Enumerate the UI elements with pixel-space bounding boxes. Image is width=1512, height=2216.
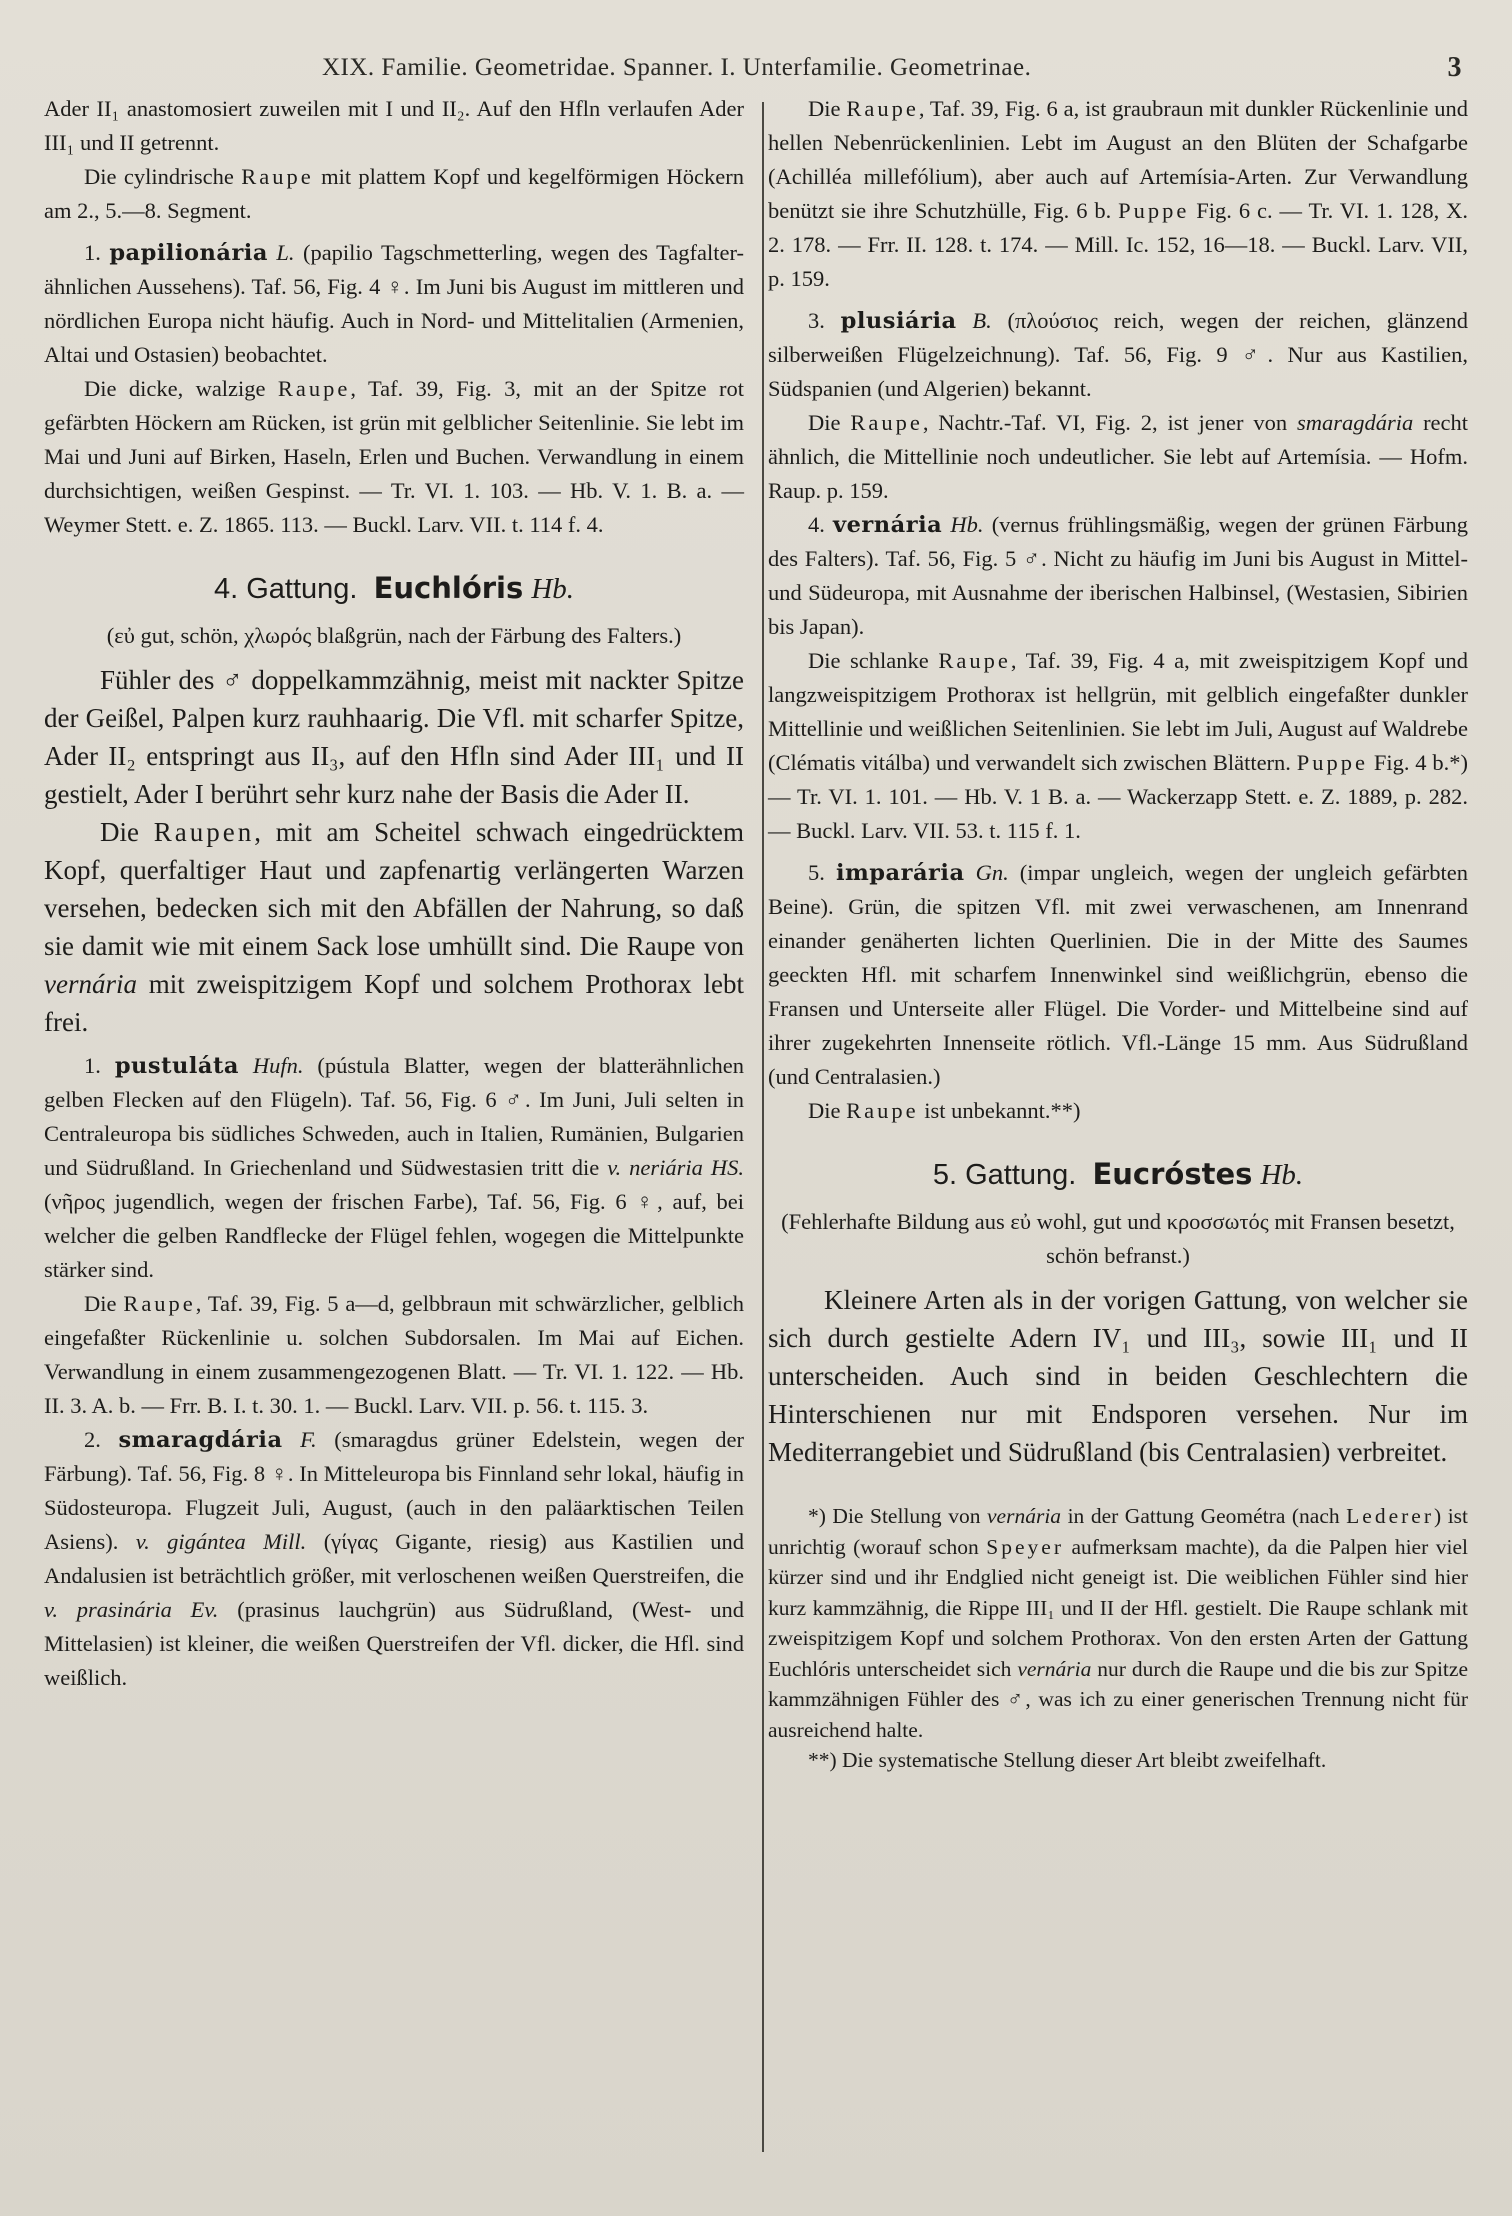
species-number: 1. bbox=[84, 1053, 101, 1078]
species-author: F. bbox=[300, 1427, 317, 1452]
variety-name: v. gigántea Mill. bbox=[135, 1529, 307, 1554]
spaced-word: Raupe bbox=[846, 96, 919, 121]
genus-author: Hb. bbox=[1260, 1159, 1304, 1191]
column-divider bbox=[762, 102, 764, 2152]
larva-impararia bbox=[768, 1094, 1468, 1128]
text: mit plattem Kopf und kegelförmigen Höckern am 2., 5.—8. Segment. bbox=[44, 164, 745, 223]
species-number: 5. bbox=[808, 860, 825, 885]
italic-name: vernária bbox=[987, 1504, 1062, 1528]
species-imparaira bbox=[768, 856, 1468, 1094]
spaced-word: Raupe bbox=[123, 1291, 196, 1316]
text: , Nachtr.-Taf. VI, Fig. 2, ist jener von bbox=[922, 410, 1288, 435]
text: , mit am Scheitel schwach eingedrücktem Kopf, querfaltiger Haut und zapfenartig verlängerten Warzen versehen, bedecken sich mit den Abfällen der Nahrung, so daß sie damit wie mit einem Sack lose umhüllt sind. Die Raupe von bbox=[44, 817, 745, 961]
variety-name: v. prasinária Ev. bbox=[44, 1597, 219, 1622]
species-author: Hufn. bbox=[252, 1053, 304, 1078]
species-text: (πλούσιος reich, wegen der reichen, glänzend silberweißen Flügelzeichnung). Taf. 56, Fig. 9 ♂. Nur aus Kastilien, Südspanien (und Algerien) bekannt. bbox=[768, 308, 1468, 401]
genus-heading-euchloris bbox=[44, 568, 744, 609]
running-head bbox=[44, 40, 1468, 92]
text: Die schlanke bbox=[808, 648, 929, 673]
text: *) Die Stellung von bbox=[808, 1504, 981, 1528]
genus-description: Kleinere Arten als in der vorigen Gattung, von welcher sie sich durch gestielte Adern IV₁ und III₃, sowie III₁ und II unterscheiden. Auch sind in beiden Geschlechtern die Hinterschienen nur mit Endsporen versehen. Nur im Mediterrangebiet und Südrußland (bis Centralasien) verbreitet. bbox=[768, 1285, 1468, 1467]
larva-pustulata bbox=[44, 1287, 744, 1423]
text: Die bbox=[84, 1291, 117, 1316]
right-column bbox=[768, 92, 1468, 1776]
text: ist unbekannt.**) bbox=[924, 1098, 1081, 1123]
species-text: (papilio Tagschmetterling, wegen des Tagfalter-ähnlichen Aussehens). Taf. 56, Fig. 4 ♀. Im Juni bis August im mittleren und nördlichen Europa nicht häufig. Auch in Nord- und Mittelitalien (Armenien, Altai und Ostasien) beobachtet. bbox=[44, 240, 744, 367]
text: ) ist unrichtig (worauf schon bbox=[768, 1504, 1469, 1559]
species-smaragdaria bbox=[44, 1423, 744, 1695]
text: Fig. 6 c. — Tr. VI. 1. 128, X. 2. 178. — Frr. II. 128. t. 174. — Mill. Ic. 152, 16—18. — Buckl. Larv. VII, p. 159. bbox=[768, 198, 1468, 291]
species-number: 2. bbox=[84, 1427, 101, 1452]
spaced-word: Speyer bbox=[986, 1534, 1064, 1559]
text: in der Gattung Geométra (nach bbox=[1067, 1504, 1340, 1528]
genus-number: 4. Gattung. bbox=[213, 573, 358, 605]
paragraph-larva-genus3 bbox=[44, 160, 744, 228]
italic-name: vernária bbox=[44, 969, 137, 999]
species-text: (smaragdus grüner Edelstein, wegen der Färbung). Taf. 56, Fig. 8 ♀. In Mitteleuropa bis Finnland sehr lokal, häufig in Südosteuropa. Flugzeit Juli, August, (auch in den paläarktischen Teilen Asiens). bbox=[44, 1427, 745, 1554]
paragraph-venation: Ader II₁ anastomosiert zuweilen mit I und II₂. Auf den Hfln verlaufen Ader III₁ und II getrennt. bbox=[44, 96, 744, 155]
footnote-2: **) Die systematische Stellung dieser Art bleibt zweifelhaft. bbox=[808, 1748, 1327, 1772]
footnote-1 bbox=[768, 1501, 1468, 1745]
spaced-word: Raupe bbox=[277, 376, 351, 401]
genus-etymology: (εὐ gut, schön, χλωρός blaßgrün, nach der Färbung des Falters.) bbox=[106, 623, 682, 648]
larva-vernaria bbox=[768, 644, 1468, 848]
species-text: (vernus frühlingsmäßig, wegen der grünen Färbung des Falters). Taf. 56, Fig. 5 ♂. Nicht zu häufig im Juni bis August in Mittel- und Südeuropa, mit Ausnahme der iberischen Halbinsel, (Westasien, Sibirien bis Japan). bbox=[768, 512, 1469, 639]
text: Fig. 4 b.*) — Tr. VI. 1. 101. — Hb. V. 1 B. a. — Wackerzapp Stett. e. Z. 1889, p. 282. — Buckl. Larv. VII. 53. t. 115 f. 1. bbox=[768, 750, 1469, 843]
species-name: papilionária bbox=[109, 240, 268, 266]
species-name: imparária bbox=[835, 860, 965, 886]
species-pustulata bbox=[44, 1049, 744, 1287]
text: Die cylindrische bbox=[84, 164, 234, 189]
text: nur durch die Raupe und die bis zur Spitze kammzähnigen Fühler des ♂, was ich zu einer generischen Trennung nicht für ausreichend halte. bbox=[768, 1656, 1468, 1742]
genus-heading-eucrostes bbox=[768, 1154, 1468, 1195]
text: , Taf. 39, Fig. 5 a—d, gelbbraun mit schwärzlicher, gelblich eingefaßter Rückenlinie u. solchen Subdorsalen. Im Mai auf Eichen. Verwandlung in einem zusammengezogenen Blatt. — Tr. VI. 1. 122. — Hb. II. 3. A. b. — Frr. B. I. t. 30. 1. — Buckl. Larv. VII. p. 56. t. 115. 3. bbox=[44, 1291, 744, 1418]
text: , Taf. 39, Fig. 4 a, mit zweispitzigem Kopf und langzweispitzigem Prothorax ist hellgrün, mit gelblich eingefaßter dunkler Mittellinie und weißlichen Seitenlinien. Sie lebt im Juli, August auf Waldrebe (Clématis vitálba) und verwandelt sich zwischen Blättern. bbox=[768, 648, 1469, 775]
species-vernaria bbox=[768, 508, 1468, 644]
species-author: Gn. bbox=[975, 860, 1009, 885]
larva-papilionaria bbox=[44, 372, 744, 542]
text: Die bbox=[100, 817, 139, 847]
species-author: B. bbox=[972, 308, 992, 333]
text: Die bbox=[808, 1098, 841, 1123]
text: Die dicke, walzige bbox=[84, 376, 266, 401]
species-author: L. bbox=[276, 240, 295, 265]
text: Die bbox=[808, 96, 841, 121]
spaced-word: Raupen bbox=[153, 817, 255, 847]
genus-description: Fühler des ♂ doppelkammzähnig, meist mit nackter Spitze der Geißel, Palpen kurz rauhhaarig. Die Vfl. mit scharfer Spitze, Ader II₂ entspringt aus II₃, auf den Hfln sind Ader III₁ und II gestielt, Ader I berührt sehr kurz nahe der Basis die Ader II. bbox=[44, 665, 744, 809]
species-number: 1. bbox=[84, 240, 101, 265]
genus-author: Hb. bbox=[531, 573, 575, 605]
species-number: 4. bbox=[808, 512, 825, 537]
species-name: smaragdária bbox=[118, 1427, 283, 1453]
running-head-title: XIX. Familie. Geometridae. Spanner. I. Unterfamilie. Geometrinae. bbox=[322, 54, 1032, 81]
species-number: 3. bbox=[808, 308, 825, 333]
species-text: (impar ungleich, wegen der ungleich gefärbten Beine). Grün, die spitzen Vfl. mit zwei verwaschenen, am Innenrand einander genäherten lichten Querlinien. Die in der Mitte des Saumes geeckten Hfl. mit scharfem Innenwinkel sind weißlichgrün, ebenso die Fransen und Unterseite aller Flügel. Die Vorder- und Mittelbeine sind auf ihrer zugekehrten Innenseite rötlich. Vfl.-Länge 15 mm. Aus Südrußland (und Centralasien.) bbox=[768, 860, 1469, 1089]
larva-smaragdaria bbox=[768, 92, 1468, 296]
spaced-word: Raupe bbox=[938, 648, 1011, 673]
species-name: plusiária bbox=[840, 308, 957, 334]
text: recht ähnlich, die Mittellinie noch undeutlicher. Sie lebt auf Artemísia. — Hofm. Raup. p. 159. bbox=[768, 410, 1469, 503]
larva-plusiaria bbox=[768, 406, 1468, 508]
genus-etymology: (Fehlerhafte Bildung aus εὐ wohl, gut und κροσσωτός mit Fransen besetzt, schön befranst.) bbox=[781, 1209, 1455, 1268]
spaced-word: Raupe bbox=[846, 1098, 919, 1123]
left-column bbox=[44, 92, 744, 1776]
species-name: pustuláta bbox=[114, 1053, 239, 1079]
text: , Taf. 39, Fig. 6 a, ist graubraun mit dunkler Rückenlinie und hellen Nebenrückenlinien. Lebt im August an den Blüten der Schafgarbe (Achilléa millefólium), aber auch auf Artemísia-Arten. Zur Verwandlung benützt sie ihre Schutzhülle, Fig. 6 b. bbox=[768, 96, 1469, 223]
variety-name: v. neriária HS. bbox=[607, 1155, 744, 1180]
text: , Taf. 39, Fig. 3, mit an der Spitze rot gefärbten Höckern am Rücken, ist grün mit gelblicher Seitenlinie. Sie lebt im Mai und Juni auf Birken, Haseln, Erlen und Buchen. Verwandlung in einem durchsichtigen, weißen Gespinst. — Tr. VI. 1. 103. — Hb. V. 1. B. a. — Weymer Stett. e. Z. 1865. 113. — Buckl. Larv. VII. t. 114 f. 4. bbox=[44, 376, 745, 537]
species-plusiaria bbox=[768, 304, 1468, 406]
species-text: (prasinus lauchgrün) aus Südrußland, (West- und Mittelasien) ist kleiner, die weißen Querstreifen der Vfl. dicker, die Hfl. sind weißlich. bbox=[44, 1597, 744, 1690]
spaced-word: Puppe bbox=[1118, 198, 1190, 223]
species-text: (νῆρος jugendlich, wegen der frischen Farbe), Taf. 56, Fig. 6 ♀, auf, bei welcher die gelben Randflecke der Flügel fehlen, wogegen die Mittelpunkte stärker sind. bbox=[44, 1189, 744, 1282]
species-author: Hb. bbox=[950, 512, 984, 537]
species-text: (γίγας Gigante, riesig) aus Kastilien und Andalusien ist beträchtlich größer, mit verloschenen weißen Querstreifen, die bbox=[44, 1529, 744, 1588]
two-column-body bbox=[44, 92, 1468, 1776]
text: aufmerksam machte), da die Palpen hier viel kürzer sind und ihr Endglied nicht geneigt ist. Die weiblichen Fühler sind hier kurz kammzähnig, die Rippe III₁ und II der Hfl. gestielt. Die Raupe schlank mit zweispitzigem Kopf und solchem Prothorax. Von den ersten Arten der Gattung Euchlóris unterscheidet sich bbox=[768, 1534, 1468, 1681]
species-text: (pústula Blatter, wegen der blatterähnlichen gelben Flecken auf den Flügeln). Taf. 56, Fig. 6 ♂. Im Juni, Juli selten in Centraleuropa bis südliches Schweden, auch in Italien, Rumänien, Bulgarien und Südrußland. In Griechenland und Südwestasien tritt die bbox=[44, 1053, 744, 1180]
italic-name: smaragdária bbox=[1296, 410, 1414, 435]
spaced-word: Lederer bbox=[1346, 1504, 1435, 1528]
species-papilionaria bbox=[44, 236, 744, 372]
spaced-word: Raupe bbox=[850, 410, 923, 435]
genus-larva-description bbox=[44, 813, 744, 1041]
spaced-word: Raupe bbox=[241, 164, 314, 189]
text: Die bbox=[808, 410, 841, 435]
genus-name: Euchlóris bbox=[373, 571, 524, 605]
spaced-word: Puppe bbox=[1296, 750, 1369, 775]
italic-name: vernária bbox=[1017, 1656, 1092, 1681]
genus-number: 5. Gattung. bbox=[932, 1159, 1077, 1191]
text: mit zweispitzigem Kopf und solchem Prothorax lebt frei. bbox=[44, 969, 744, 1037]
genus-name: Eucróstes bbox=[1092, 1157, 1253, 1191]
species-name: vernária bbox=[833, 512, 943, 538]
page-number: 3 bbox=[1447, 52, 1462, 83]
